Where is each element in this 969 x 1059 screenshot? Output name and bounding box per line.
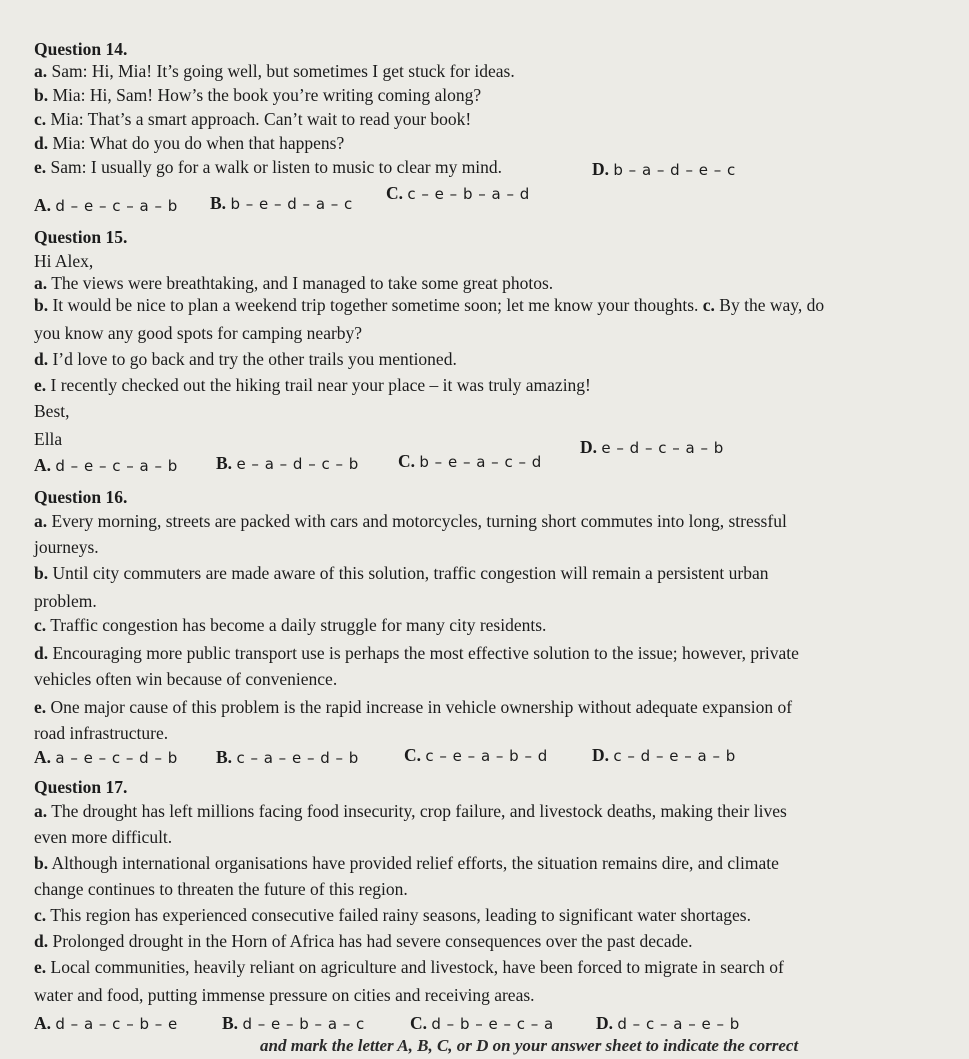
item-text: This region has experienced consecutive failed rainy seasons, leading to significant water shortages.: [50, 905, 751, 925]
q16-line-1: [34, 510, 787, 532]
option-letter: B.: [216, 453, 233, 473]
q15-item-a: [34, 272, 553, 294]
option-sequence: b – e – a – c – d: [419, 453, 542, 471]
q17-title: Question 17.: [34, 777, 128, 797]
item-text: Traffic congestion has become a daily struggle for many city residents.: [50, 615, 547, 635]
item-letter: d.: [34, 133, 49, 153]
q15-title: Question 15.: [34, 227, 128, 247]
item-text: I’d love to go back and try the other trails you mentioned.: [52, 349, 457, 369]
option-sequence: d – b – e – c – a: [431, 1015, 554, 1033]
item-letter: d.: [34, 931, 49, 951]
item-text: problem.: [34, 591, 97, 611]
q17-option-d[interactable]: [596, 1012, 740, 1035]
item-letter: e.: [34, 375, 47, 395]
q16-option-c[interactable]: [404, 744, 548, 767]
q17-line-8: [34, 984, 535, 1006]
option-sequence: c – e – a – b – d: [425, 747, 548, 765]
item-text: Local communities, heavily reliant on agriculture and livestock, have been forced to migrate in search of: [50, 957, 784, 977]
q15-option-c[interactable]: [398, 450, 542, 473]
item-text: vehicles often win because of convenience.: [34, 669, 338, 689]
q17-line-5: [34, 904, 751, 926]
q17-line-6: [34, 930, 692, 952]
option-sequence: e – d – c – a – b: [601, 439, 724, 457]
q16-line-3: [34, 562, 768, 584]
q14-option-d[interactable]: [592, 158, 736, 181]
q15-option-d[interactable]: [580, 436, 724, 459]
q17-option-b[interactable]: [222, 1012, 365, 1035]
q17-line-3: [34, 852, 779, 874]
q17-line-7: [34, 956, 784, 978]
q15-item-c-cont: [34, 322, 362, 344]
q15-greeting: Hi Alex,: [34, 251, 94, 271]
item-text: By the way, do: [719, 295, 825, 315]
item-text: Sam: Hi, Mia! It’s going well, but sometimes I get stuck for ideas.: [51, 61, 515, 81]
item-letter: b.: [34, 853, 49, 873]
q16-option-a[interactable]: [34, 746, 178, 769]
item-text: Prolonged drought in the Horn of Africa has had severe consequences over the past decade.: [52, 931, 693, 951]
option-letter: A.: [34, 747, 52, 767]
option-letter: A.: [34, 1013, 52, 1033]
item-letter: c.: [34, 905, 47, 925]
item-text: water and food, putting immense pressure on cities and receiving areas.: [34, 985, 535, 1005]
option-letter: A.: [34, 195, 52, 215]
option-letter: B.: [216, 747, 233, 767]
item-letter: b.: [34, 563, 49, 583]
item-text: you know any good spots for camping nearby?: [34, 323, 363, 343]
item-letter: b.: [34, 85, 49, 105]
q15-item-b: [34, 294, 824, 316]
option-sequence: d – c – a – e – b: [617, 1015, 740, 1033]
item-letter: c.: [702, 295, 715, 315]
item-text: Although international organisations have provided relief efforts, the situation remains dire, and climate: [51, 853, 779, 873]
q15-option-a[interactable]: [34, 454, 178, 477]
q14-item-e: [34, 156, 502, 178]
option-sequence: b – e – d – a – c: [230, 195, 353, 213]
q16-line-8: [34, 696, 792, 718]
option-letter: D.: [592, 159, 610, 179]
option-letter: C.: [410, 1013, 428, 1033]
q16-option-d[interactable]: [592, 744, 736, 767]
q17-option-c[interactable]: [410, 1012, 554, 1035]
item-text: even more difficult.: [34, 827, 173, 847]
item-letter: a.: [34, 801, 48, 821]
item-letter: a.: [34, 61, 48, 81]
item-text: The views were breathtaking, and I managed to take some great photos.: [51, 273, 554, 293]
item-text: I recently checked out the hiking trail near your place – it was truly amazing!: [50, 375, 591, 395]
item-text: road infrastructure.: [34, 723, 169, 743]
item-letter: d.: [34, 349, 49, 369]
item-letter: c.: [34, 109, 47, 129]
q17-option-a[interactable]: [34, 1012, 178, 1035]
q16-line-6: [34, 642, 799, 664]
q16-line-7: [34, 668, 337, 690]
option-sequence: b – a – d – e – c: [613, 161, 736, 179]
option-sequence: c – e – b – a – d: [407, 185, 530, 203]
q17-line-4: [34, 878, 408, 900]
item-text: journeys.: [34, 537, 99, 557]
item-text: Sam: I usually go for a walk or listen to music to clear my mind.: [50, 157, 503, 177]
item-text: Every morning, streets are packed with cars and motorcycles, turning short commutes into long, stressful: [51, 511, 787, 531]
item-text: Mia: Hi, Sam! How’s the book you’re writing coming along?: [52, 85, 482, 105]
item-text: One major cause of this problem is the rapid increase in vehicle ownership without adequate expansion of: [50, 697, 793, 717]
item-letter: e.: [34, 157, 47, 177]
q14-item-a: [34, 60, 515, 82]
option-sequence: c – d – e – a – b: [613, 747, 736, 765]
item-letter: a.: [34, 273, 48, 293]
option-letter: D.: [580, 437, 598, 457]
q15-closing: Best,: [34, 401, 70, 421]
q14-option-c[interactable]: [386, 182, 530, 205]
option-sequence: a – e – c – d – b: [55, 749, 178, 767]
item-letter: e.: [34, 697, 47, 717]
item-letter: a.: [34, 511, 48, 531]
q14-item-c: [34, 108, 471, 130]
option-sequence: c – a – e – d – b: [236, 749, 359, 767]
q17-line-1: [34, 800, 787, 822]
q15-signature: Ella: [34, 429, 63, 449]
option-letter: D.: [592, 745, 610, 765]
item-text: It would be nice to plan a weekend trip together sometime soon; let me know your thoughts.: [52, 295, 699, 315]
option-letter: C.: [404, 745, 422, 765]
q14-title: Question 14.: [34, 39, 128, 59]
item-text: Mia: What do you do when that happens?: [52, 133, 345, 153]
option-letter: B.: [210, 193, 227, 213]
item-text: Mia: That’s a smart approach. Can’t wait to read your book!: [50, 109, 472, 129]
option-letter: C.: [398, 451, 416, 471]
q16-line-9: [34, 722, 168, 744]
q16-title: Question 16.: [34, 487, 128, 507]
option-letter: A.: [34, 455, 52, 475]
option-sequence: d – e – b – a – c: [242, 1015, 365, 1033]
option-sequence: d – e – c – a – b: [55, 457, 178, 475]
q14-item-d: [34, 132, 344, 154]
q16-line-2: [34, 536, 99, 558]
option-letter: C.: [386, 183, 404, 203]
item-text: Encouraging more public transport use is perhaps the most effective solution to the issue; however, private: [52, 643, 799, 663]
option-sequence: d – e – c – a – b: [55, 197, 178, 215]
item-letter: e.: [34, 957, 47, 977]
q15-item-e: [34, 374, 591, 396]
q14-item-b: [34, 84, 481, 106]
option-letter: D.: [596, 1013, 614, 1033]
option-letter: B.: [222, 1013, 239, 1033]
item-letter: d.: [34, 643, 49, 663]
item-letter: b.: [34, 295, 49, 315]
item-letter: c.: [34, 615, 47, 635]
q15-option-b[interactable]: [216, 452, 359, 475]
q15-item-d: [34, 348, 457, 370]
option-sequence: d – a – c – b – e: [55, 1015, 178, 1033]
q16-line-5: [34, 614, 546, 636]
option-sequence: e – a – d – c – b: [236, 455, 359, 473]
item-text: Until city commuters are made aware of this solution, traffic congestion will remain a persistent urban: [52, 563, 769, 583]
item-text: change continues to threaten the future of this region.: [34, 879, 408, 899]
q14-option-a[interactable]: [34, 194, 178, 217]
q17-line-2: [34, 826, 172, 848]
instruction-footer: and mark the letter A, B, C, or D on your answer sheet to indicate the correct: [260, 1036, 799, 1055]
q16-option-b[interactable]: [216, 746, 359, 769]
item-text: The drought has left millions facing food insecurity, crop failure, and livestock deaths, making their lives: [51, 801, 787, 821]
q14-option-b[interactable]: [210, 192, 353, 215]
q16-line-4: [34, 590, 97, 612]
